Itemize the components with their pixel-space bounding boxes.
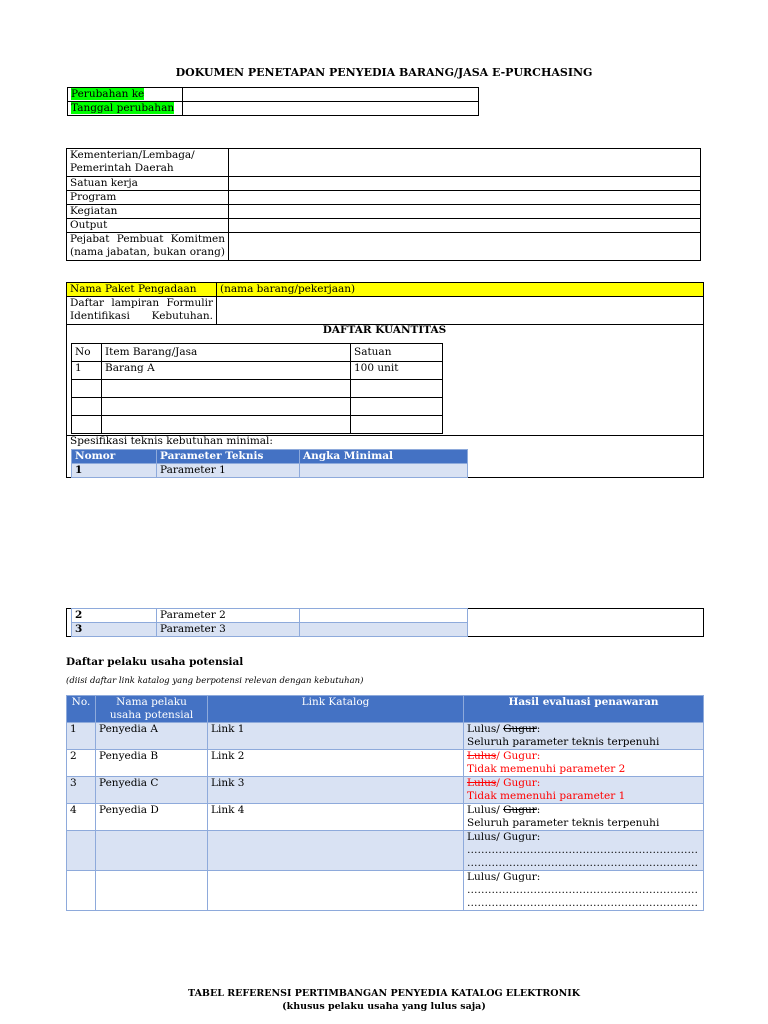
- vendor-result-note: Tidak memenuhi parameter 2: [467, 763, 626, 775]
- quantity-header-no: No: [72, 344, 102, 362]
- vendor-note-line: …………………………………………………………: [467, 844, 698, 856]
- agency-output-value[interactable]: [229, 219, 701, 233]
- agency-work-unit-label: Satuan kerja: [67, 177, 229, 191]
- quantity-cell-no[interactable]: [72, 398, 102, 416]
- quantity-cell-unit[interactable]: [351, 416, 443, 434]
- reference-title: TABEL REFERENSI PERTIMBANGAN PENYEDIA KATALOG ELEKTRONIK: [188, 988, 580, 999]
- agency-commitment-officer-label: Pejabat Pembuat Komitmen (nama jabatan, bukan orang): [67, 233, 229, 261]
- revision-number-label: Perubahan ke: [71, 88, 145, 100]
- revision-number-value[interactable]: [183, 88, 479, 102]
- vendor-catalog-link[interactable]: Link 2: [208, 750, 464, 777]
- vendor-status-placeholder: Lulus/ Gugur:: [467, 831, 541, 843]
- vendor-status-colon: :: [536, 750, 541, 762]
- agency-ministry-label: Kementerian/Lembaga/ Pemerintah Daerah: [67, 149, 229, 177]
- vendor-empty-row: [67, 871, 704, 911]
- agency-program-label: Program: [67, 191, 229, 205]
- quantity-row: [72, 416, 443, 434]
- vendor-no: 1: [67, 723, 96, 750]
- vendor-result: [464, 804, 704, 831]
- vendor-note-line: …………………………………………………………: [467, 884, 698, 896]
- spec-table-continued: [71, 608, 468, 637]
- vendor-status-colon: :: [536, 777, 541, 789]
- spec-cell-minimum[interactable]: [300, 464, 468, 478]
- vendor-name: Penyedia C: [96, 777, 208, 804]
- agency-activity-label: Kegiatan: [67, 205, 229, 219]
- spec-cell-number: 3: [72, 623, 157, 637]
- vendor-name[interactable]: [96, 831, 208, 871]
- revision-label-cell: [68, 88, 183, 102]
- vendor-catalog-link[interactable]: [208, 871, 464, 911]
- vendors-heading: Daftar pelaku usaha potensial: [66, 656, 244, 668]
- vendor-status-separator: /: [496, 804, 504, 816]
- vendor-status-pass: Lulus: [467, 750, 497, 762]
- quantity-title: DAFTAR KUANTITAS: [322, 324, 447, 336]
- vendor-catalog-link[interactable]: Link 3: [208, 777, 464, 804]
- vendor-status-placeholder: Lulus/ Gugur:: [467, 871, 541, 883]
- vendor-note-line: …………………………………………………………: [467, 897, 698, 909]
- vendor-status-pass: Lulus: [467, 723, 497, 735]
- quantity-cell-unit[interactable]: [351, 380, 443, 398]
- quantity-cell-item[interactable]: [102, 416, 351, 434]
- vendor-result: [464, 777, 704, 804]
- quantity-cell-item[interactable]: [102, 398, 351, 416]
- spec-header-parameter: Parameter Teknis: [157, 450, 300, 464]
- spec-cell-number: 2: [72, 609, 157, 623]
- vendors-header-result: Hasil evaluasi penawaran: [464, 696, 704, 723]
- spec-cell-parameter[interactable]: Parameter 1: [157, 464, 300, 478]
- agency-table: [66, 148, 701, 261]
- vendor-name[interactable]: [96, 871, 208, 911]
- vendor-result[interactable]: [464, 831, 704, 871]
- document-title: DOKUMEN PENETAPAN PENYEDIA BARANG/JASA E-PURCHASING: [175, 66, 593, 79]
- vendor-row: [67, 750, 704, 777]
- agency-output-label: Output: [67, 219, 229, 233]
- vendor-result-note: Tidak memenuhi parameter 1: [467, 790, 626, 802]
- revision-table: [67, 87, 479, 116]
- vendor-catalog-link[interactable]: [208, 831, 464, 871]
- quantity-cell-item[interactable]: Barang A: [102, 362, 351, 380]
- vendor-status-pass: Lulus: [467, 804, 497, 816]
- vendor-name: Penyedia D: [96, 804, 208, 831]
- vendors-note: (diisi daftar link katalog yang berpotensi relevan dengan kebutuhan): [66, 676, 364, 686]
- quantity-header-unit: Satuan: [351, 344, 443, 362]
- package-name-label: Nama Paket Pengadaan: [67, 283, 217, 297]
- spec-cell-minimum[interactable]: [300, 623, 468, 637]
- quantity-cell-unit[interactable]: 100 unit: [351, 362, 443, 380]
- quantity-row: [72, 380, 443, 398]
- quantity-cell-no[interactable]: [72, 416, 102, 434]
- revision-date-value[interactable]: [183, 102, 479, 116]
- vendor-status-fail: Gugur: [503, 750, 537, 762]
- revision-date-label: Tanggal perubahan: [71, 102, 175, 114]
- agency-work-unit-value[interactable]: [229, 177, 701, 191]
- agency-activity-value[interactable]: [229, 205, 701, 219]
- vendor-status-fail: Gugur: [503, 723, 537, 735]
- reference-subtitle: (khusus pelaku usaha yang lulus saja): [282, 1001, 486, 1012]
- spec-header-minimum: Angka Minimal: [300, 450, 468, 464]
- spec-label: Spesifikasi teknis kebutuhan minimal:: [70, 435, 273, 447]
- vendor-empty-row: [67, 831, 704, 871]
- vendor-no[interactable]: [67, 871, 96, 911]
- agency-commitment-officer-value[interactable]: [229, 233, 701, 261]
- vendor-catalog-link[interactable]: Link 1: [208, 723, 464, 750]
- quantity-row: [72, 362, 443, 380]
- vendor-result: [464, 723, 704, 750]
- vendor-status-separator: /: [496, 750, 504, 762]
- vendor-status-colon: :: [536, 804, 541, 816]
- quantity-cell-no[interactable]: 1: [72, 362, 102, 380]
- spec-cell-minimum[interactable]: [300, 609, 468, 623]
- vendor-status-fail: Gugur: [503, 804, 537, 816]
- quantity-cell-no[interactable]: [72, 380, 102, 398]
- vendor-no: 3: [67, 777, 96, 804]
- quantity-table: [71, 343, 443, 434]
- vendor-no: 4: [67, 804, 96, 831]
- vendor-note-line: …………………………………………………………: [467, 857, 698, 869]
- vendor-result: [464, 750, 704, 777]
- revision-date-label-cell: [68, 102, 183, 116]
- vendor-status-separator: /: [496, 777, 504, 789]
- vendor-status-colon: :: [536, 723, 541, 735]
- package-name-value[interactable]: (nama barang/pekerjaan): [217, 283, 704, 297]
- spec-row: [72, 609, 468, 623]
- quantity-row: [72, 398, 443, 416]
- vendors-header-name: Nama pelaku usaha potensial: [96, 696, 208, 723]
- spec-header-number: Nomor: [72, 450, 157, 464]
- vendor-catalog-link[interactable]: Link 4: [208, 804, 464, 831]
- vendors-header-no: No.: [67, 696, 96, 723]
- vendor-name: Penyedia B: [96, 750, 208, 777]
- vendor-result-note: Seluruh parameter teknis terpenuhi: [467, 817, 660, 829]
- spec-row: [72, 464, 468, 478]
- vendor-status-separator: /: [496, 723, 504, 735]
- vendor-row: [67, 723, 704, 750]
- vendor-row: [67, 777, 704, 804]
- vendor-row: [67, 804, 704, 831]
- quantity-cell-item[interactable]: [102, 380, 351, 398]
- vendor-name: Penyedia A: [96, 723, 208, 750]
- spec-cell-parameter[interactable]: Parameter 2: [157, 609, 300, 623]
- vendors-header-link: Link Katalog: [208, 696, 464, 723]
- vendor-no[interactable]: [67, 831, 96, 871]
- vendors-table: [66, 695, 704, 911]
- quantity-header-item: Item Barang/Jasa: [102, 344, 351, 362]
- spec-cell-number: 1: [72, 464, 157, 478]
- spec-table: [71, 449, 468, 478]
- vendor-status-pass: Lulus: [467, 777, 497, 789]
- vendor-result-note: Seluruh parameter teknis terpenuhi: [467, 736, 660, 748]
- vendor-status-fail: Gugur: [503, 777, 537, 789]
- vendor-no: 2: [67, 750, 96, 777]
- vendor-result[interactable]: [464, 871, 704, 911]
- package-attachment-label: Daftar lampiran Formulir Identifikasi Kebutuhan.: [67, 297, 217, 325]
- agency-program-value[interactable]: [229, 191, 701, 205]
- spec-cell-parameter[interactable]: Parameter 3: [157, 623, 300, 637]
- package-attachment-value[interactable]: [217, 297, 704, 325]
- spec-row: [72, 623, 468, 637]
- agency-ministry-value[interactable]: [229, 149, 701, 177]
- quantity-cell-unit[interactable]: [351, 398, 443, 416]
